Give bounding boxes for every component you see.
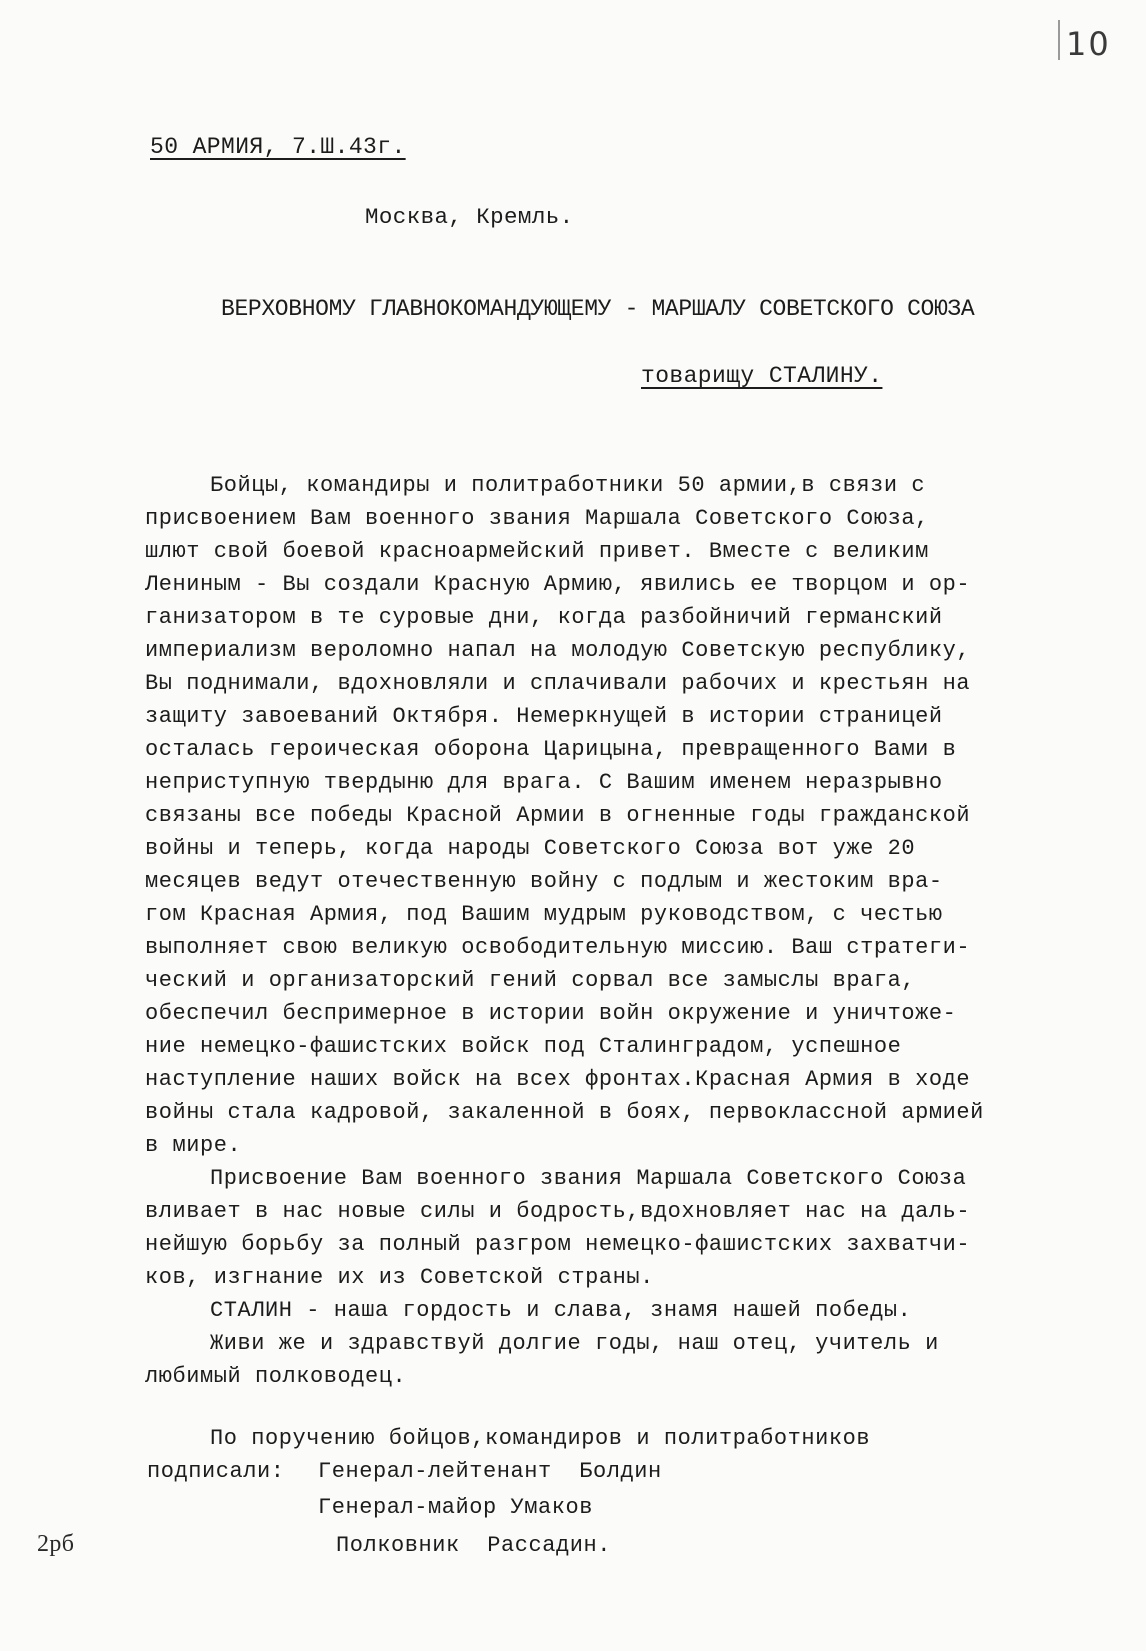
body-line: Живи же и здравствуй долгие годы, наш отец, учитель и: [210, 1331, 939, 1356]
body-line: любимый полководец.: [145, 1364, 407, 1389]
signer-boldin: Генерал-лейтенант Болдин: [318, 1459, 662, 1484]
place-line: Москва, Кремль.: [365, 204, 574, 230]
body-line: обеспечил беспримерное в истории войн окружение и уничтоже-: [145, 1001, 957, 1026]
signed-label: подписали:: [147, 1459, 285, 1484]
body-line: ние немецко-фашистских войск под Сталинградом, успешное: [145, 1034, 902, 1059]
body-line: шлют свой боевой красноармейский привет. Вместе с великим: [145, 539, 929, 564]
body-line: Бойцы, командиры и политработники 50 армии,в связи с: [210, 473, 926, 498]
body-line: осталась героическая оборона Царицына, превращенного Вами в: [145, 737, 957, 762]
signature-intro: По поручению бойцов,командиров и политработников: [210, 1426, 871, 1451]
margin-note: 2рб: [37, 1531, 75, 1557]
body-line: Лениным - Вы создали Красную Армию, явились ее творцом и ор-: [145, 572, 971, 597]
dateline: 50 АРМИЯ, 7.Ш.43г.: [150, 134, 406, 160]
body-line: Вы поднимали, вдохновляли и сплачивали рабочих и крестьян на: [145, 671, 971, 696]
body-line: ков, изгнание их из Советской страны.: [145, 1265, 654, 1290]
body-line: ческий и организаторский гений сорвал все замыслы врага,: [145, 968, 916, 993]
recipient-line: товарищу СТАЛИНУ.: [641, 363, 883, 389]
body-line: вливает в нас новые силы и бодрость,вдохновляет нас на даль-: [145, 1199, 971, 1224]
body-line: наступление наших войск на всех фронтах.Красная Армия в ходе: [145, 1067, 971, 1092]
signer-rassadin: Полковник Рассадин.: [336, 1533, 612, 1558]
body-line: Присвоение Вам военного звания Маршала Советского Союза: [210, 1166, 967, 1191]
signer-umakov: Генерал-майор Умаков: [318, 1495, 594, 1520]
body-line: присвоением Вам военного звания Маршала Советского Союза,: [145, 506, 929, 531]
body-line: неприступную твердыню для врага. С Вашим именем неразрывно: [145, 770, 943, 795]
body-line: в мире.: [145, 1133, 242, 1158]
page-mark: 10: [1066, 25, 1111, 63]
page-mark-stroke: [1058, 20, 1060, 60]
body-line: нейшую борьбу за полный разгром немецко-фашистских захватчи-: [145, 1232, 971, 1257]
body-line: империализм вероломно напал на молодую Советскую республику,: [145, 638, 971, 663]
body-line: СТАЛИН - наша гордость и слава, знамя нашей победы.: [210, 1298, 912, 1323]
body-line: ганизатором в те суровые дни, когда разбойничий германский: [145, 605, 943, 630]
body-line: войны стала кадровой, закаленной в боях, первоклассной армией: [145, 1100, 984, 1125]
body-line: защиту завоеваний Октября. Немеркнущей в истории страницей: [145, 704, 943, 729]
body-line: связаны все победы Красной Армии в огненные годы гражданской: [145, 803, 971, 828]
addressee-line: ВЕРХОВНОМУ ГЛАВНОКОМАНДУЮЩЕМУ - МАРШАЛУ СОВЕТСКОГО СОЮЗА: [221, 296, 975, 322]
body-line: месяцев ведут отечественную войну с подлым и жестоким вра-: [145, 869, 943, 894]
body-line: выполняет свою великую освободительную миссию. Ваш стратеги-: [145, 935, 971, 960]
body-line: гом Красная Армия, под Вашим мудрым руководством, с честью: [145, 902, 943, 927]
body-line: войны и теперь, когда народы Советского Союза вот уже 20: [145, 836, 916, 861]
